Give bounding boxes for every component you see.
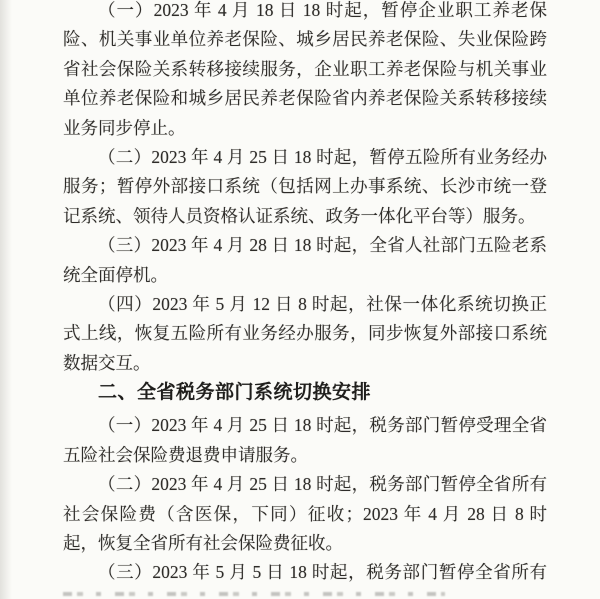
text-line: 服务；暂停外部接口系统（包括网上办事系统、长沙市统一登: [63, 176, 547, 197]
clipped-next-line: [63, 592, 445, 596]
notice-body-text: [63, 0, 547, 588]
text-line: （三）2023 年 5 月 5 日 18 时起，税务部门暂停全省所有: [98, 562, 547, 583]
text-line: （二）2023 年 4 月 25 日 18 时起，税务部门暂停全省所有: [98, 474, 547, 495]
text-line: 统全面停机。: [63, 264, 168, 285]
text-line: 记系统、领待人员资格认证系统、政务一体化平台等）服务。: [63, 205, 536, 226]
text-line: 五险社会保险费退费申请服务。: [63, 444, 308, 465]
section-heading: 二、全省税务部门系统切换安排: [98, 382, 372, 404]
text-line: 起，恢复全省所有社会保险费征收。: [63, 533, 343, 554]
text-line: 业务同步停止。: [63, 117, 186, 138]
text-line: 式上线，恢复五险所有业务经办服务，同步恢复外部接口系统: [63, 323, 547, 344]
text-line: （二）2023 年 4 月 25 日 18 时起，暂停五险所有业务经办: [98, 146, 547, 167]
text-line: （一）2023 年 4 月 25 日 18 时起，税务部门暂停受理全省: [98, 415, 547, 436]
text-line: 省社会保险关系转移接续服务，企业职工养老保险与机关事业: [63, 58, 547, 79]
text-line: （四）2023 年 5 月 12 日 8 时起，社保一体化系统切换正: [98, 293, 547, 314]
scan-left-edge-shading: [0, 0, 12, 599]
text-line: 数据交互。: [63, 352, 151, 373]
text-line: （一）2023 年 4 月 18 日 18 时起，暂停企业职工养老保: [98, 0, 547, 20]
text-line: 险、机关事业单位养老保险、城乡居民养老保险、失业保险跨: [63, 29, 547, 50]
text-line: 社会保险费（含医保，下同）征收；2023 年 4 月 28 日 8 时: [63, 503, 547, 524]
text-line: 单位养老保险和城乡居民养老保险省内养老保险关系转移接续: [63, 88, 547, 109]
text-line: （三）2023 年 4 月 28 日 18 时起，全省人社部门五险老系: [98, 235, 547, 256]
